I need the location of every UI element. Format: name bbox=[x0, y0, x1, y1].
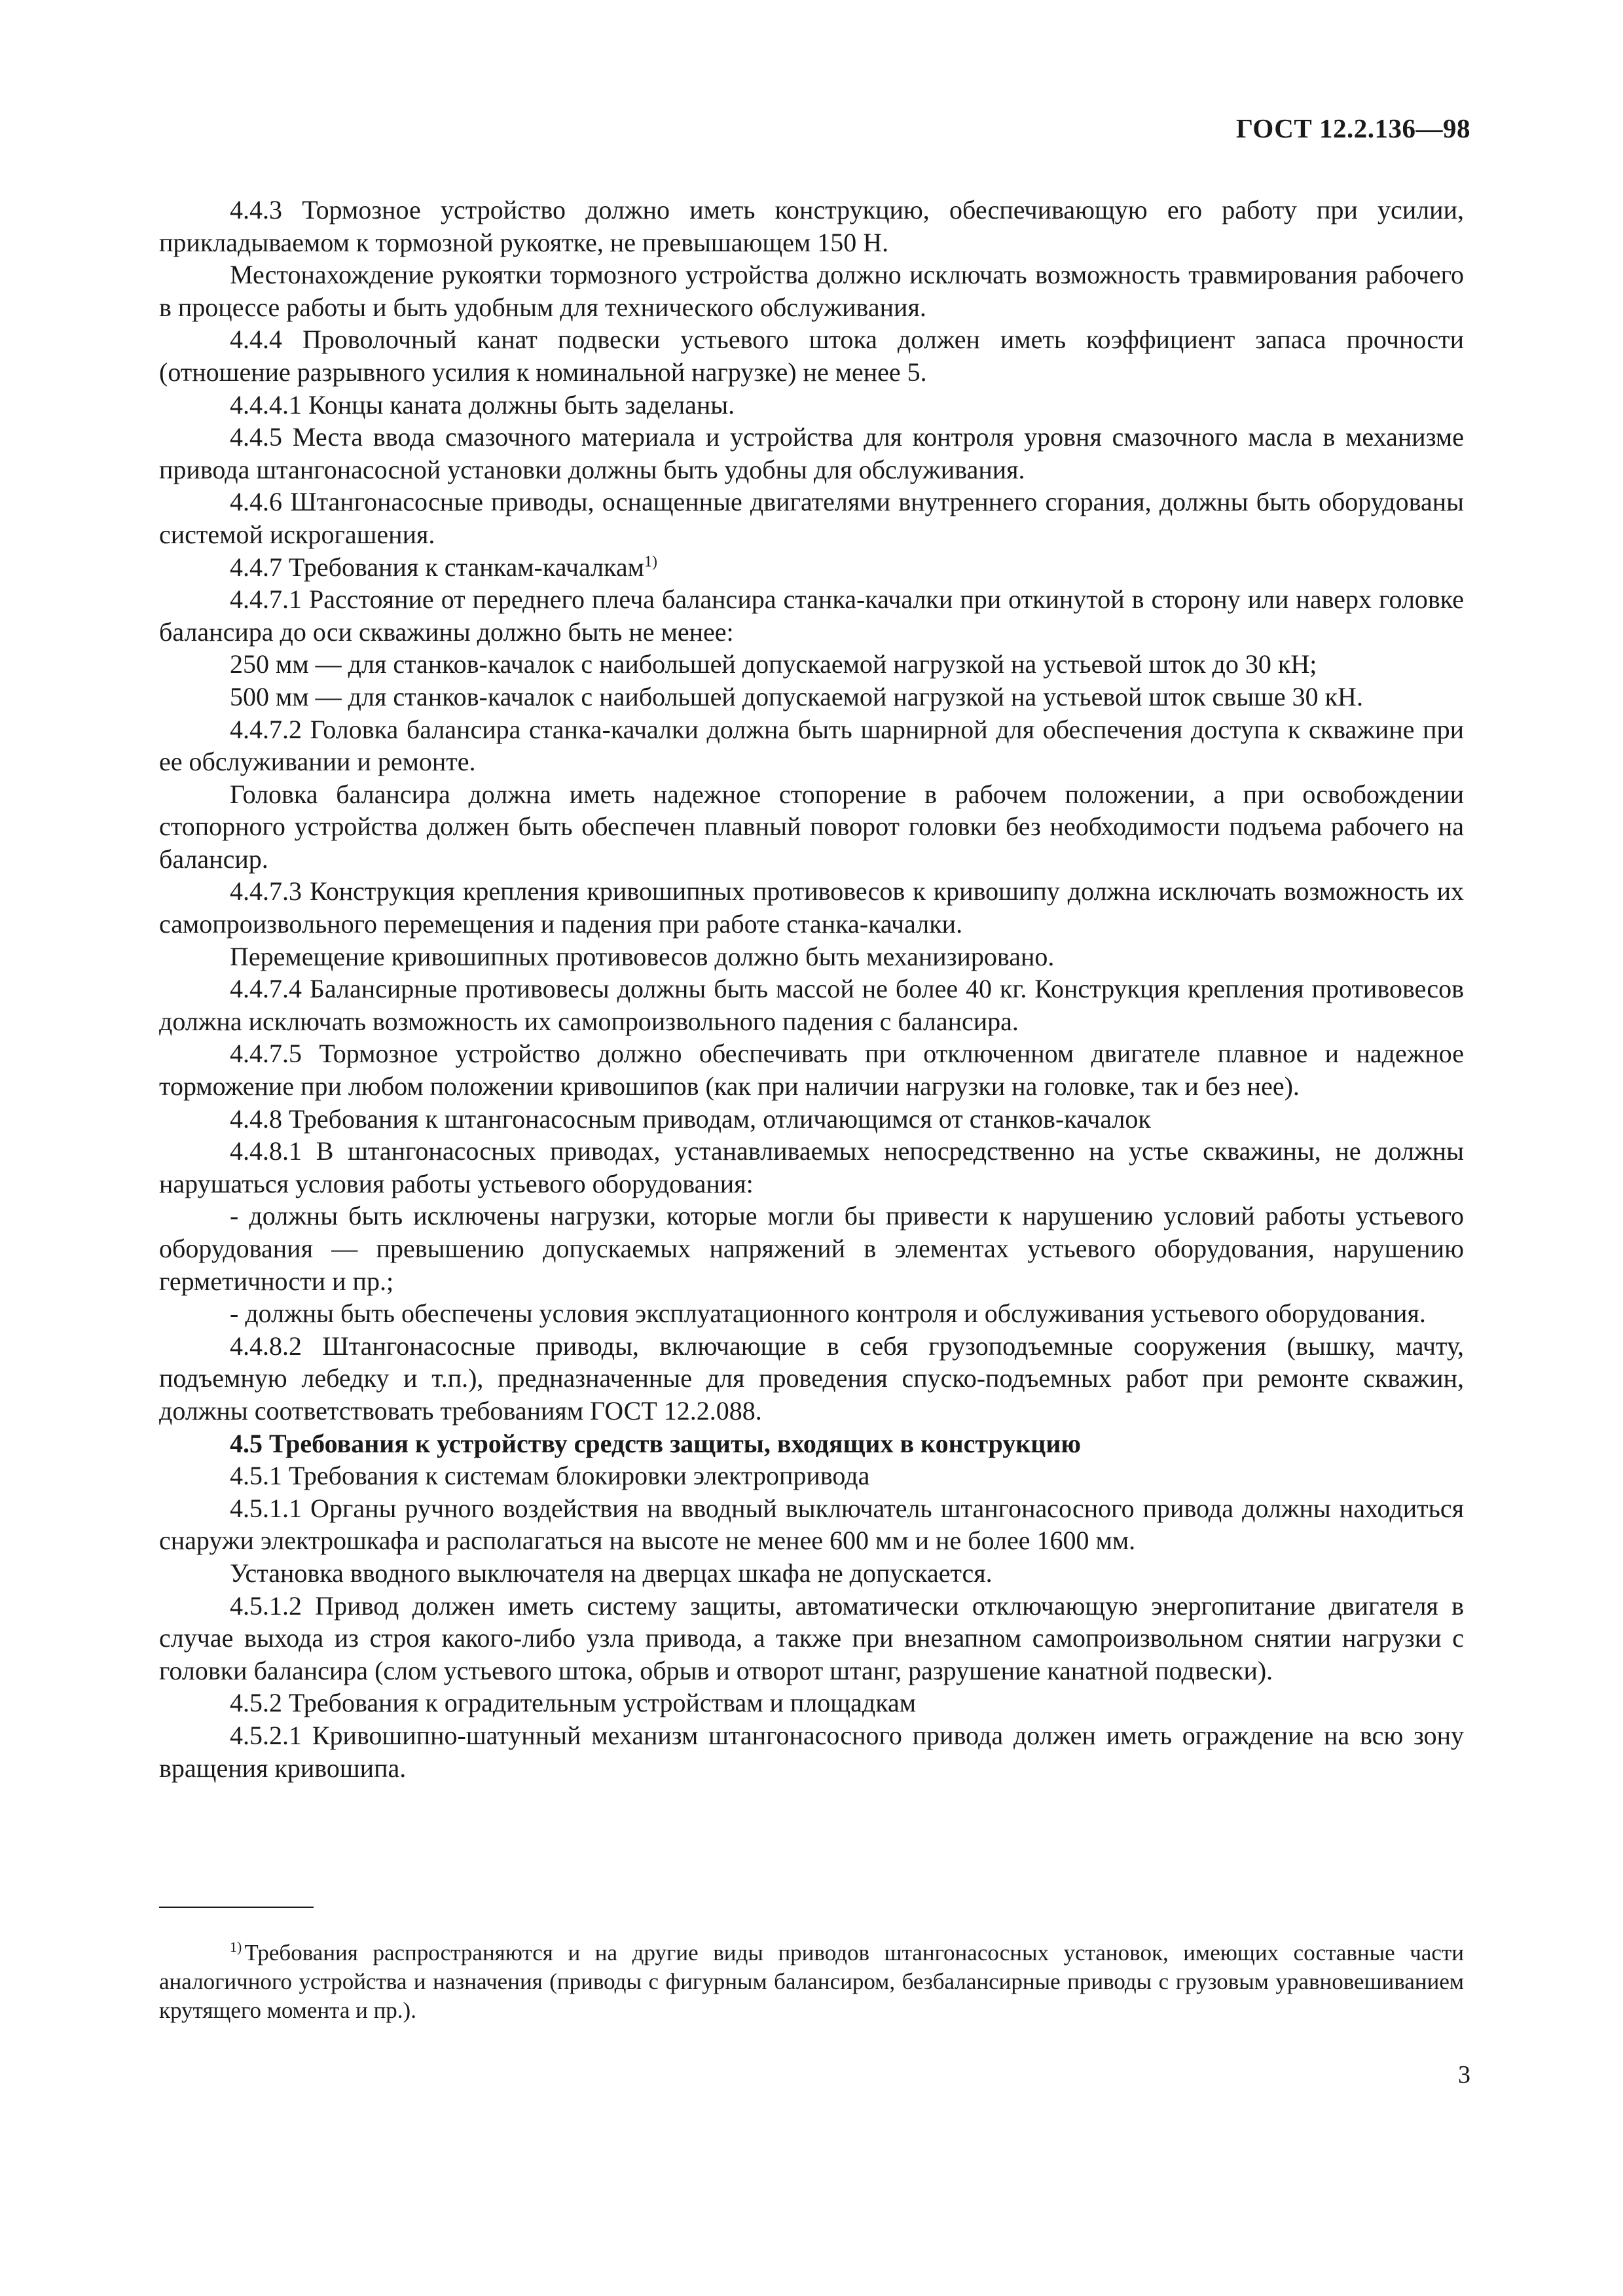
paragraph-text: 4.5.1.1 Органы ручного воздействия на вводный выключатель штангонасосного привода должны находиться снаружи электрошкафа и располагаться на высоте не менее 600 мм и не более 1600 мм. bbox=[159, 1493, 1464, 1556]
paragraph-text: 4.4.8 Требования к штангонасосным приводам, отличающимся от станков-качалок bbox=[230, 1103, 1151, 1134]
paragraph-text: 4.4.7.1 Расстояние от переднего плеча балансира станка-качалки при откинутой в сторону или наверх головке балансира до оси скважины должно быть не менее: bbox=[159, 584, 1464, 647]
paragraph-text: 4.4.7.4 Балансирные противовесы должны быть массой не более 40 кг. Конструкция крепления противовесов должна исключать возможность их самопроизвольного падения с балансира. bbox=[159, 974, 1464, 1036]
paragraph-text: 500 мм — для станков-качалок с наибольшей допускаемой нагрузкой на устьевой шток свыше 30 кН. bbox=[230, 681, 1363, 711]
paragraph-text: - должны быть обеспечены условия эксплуатационного контроля и обслуживания устьевого оборудования. bbox=[230, 1299, 1426, 1329]
paragraph bbox=[159, 551, 1464, 584]
paragraph bbox=[159, 1330, 1464, 1427]
footnote-mark: 1) bbox=[230, 1939, 242, 1956]
paragraph bbox=[159, 486, 1464, 550]
document-body bbox=[159, 194, 1464, 1784]
paragraph bbox=[159, 941, 1464, 973]
paragraph bbox=[159, 421, 1464, 486]
paragraph-text: 4.4.3 Тормозное устройство должно иметь конструкцию, обеспечивающую его работу при усилии, прикладываемом к тормозной рукоятке, не превышающем 150 Н. bbox=[159, 195, 1464, 257]
paragraph bbox=[159, 681, 1464, 713]
paragraph-text: 4.4.7.2 Головка балансира станка-качалки должна быть шарнирной для обеспечения доступа к скважине при ее обслуживании и ремонте. bbox=[159, 714, 1464, 777]
paragraph-text: Перемещение кривошипных противовесов должно быть механизировано. bbox=[230, 941, 1055, 971]
paragraph-text: 4.5.1.2 Привод должен иметь систему защиты, автоматически отключающую энергопитание двигателя в случае выхода из строя какого-либо узла привода, а также при внезапном самопроизвольном снятии нагрузки с головки балансира (слом устьевого штока, обрыв и отворот штанг, разрушение канатной подвески). bbox=[159, 1590, 1464, 1685]
paragraph bbox=[159, 1492, 1464, 1557]
paragraph-text: Установка вводного выключателя на дверцах шкафа не допускается. bbox=[230, 1558, 993, 1588]
paragraph-text: 4.5.2.1 Кривошипно-шатунный механизм штангонасосного привода должен иметь ограждение на всю зону вращения кривошипа. bbox=[159, 1720, 1464, 1783]
paragraph-text: 4.4.5 Места ввода смазочного материала и устройства для контроля уровня смазочного масла в механизме привода штангонасосной установки должны быть удобны для обслуживания. bbox=[159, 422, 1464, 484]
paragraph-text: Местонахождение рукоятки тормозного устройства должно исключать возможность травмирования рабочего в процессе работы и быть удобным для технического обслуживания. bbox=[159, 260, 1464, 322]
footnote-paragraph bbox=[159, 1939, 1464, 2025]
paragraph bbox=[159, 1200, 1464, 1297]
paragraph-text: - должны быть исключены нагрузки, которые могли бы привести к нарушению условий работы устьевого оборудования — превышению допускаемых напряжений в элементах устьевого оборудования, нарушению герметичности и пр.; bbox=[159, 1201, 1464, 1296]
footnote bbox=[159, 1939, 1464, 2025]
paragraph-text: 4.5.1 Требования к системам блокировки электропривода bbox=[230, 1461, 870, 1491]
paragraph-text: 4.4.7.3 Конструкция крепления кривошипных противовесов к кривошипу должна исключать возможность их самопроизвольного перемещения и падения при работе станка-качалки. bbox=[159, 876, 1464, 939]
paragraph bbox=[159, 259, 1464, 323]
paragraph-text: 4.5.2 Требования к оградительным устройствам и площадкам bbox=[230, 1688, 917, 1718]
document-code-header: ГОСТ 12.2.136—98 bbox=[1235, 113, 1470, 143]
paragraph bbox=[159, 1557, 1464, 1590]
paragraph-text: 4.4.4 Проволочный канат подвески устьевого штока должен иметь коэффициент запаса прочности (отношение разрывного усилия к номинальной нагрузке) не менее 5. bbox=[159, 325, 1464, 387]
paragraph bbox=[159, 973, 1464, 1037]
paragraph bbox=[159, 583, 1464, 648]
paragraph-text: 4.4.8.1 В штангонасосных приводах, устанавливаемых непосредственно на устье скважины, не должны нарушаться условия работы устьевого оборудования: bbox=[159, 1136, 1464, 1198]
paragraph bbox=[159, 194, 1464, 259]
paragraph bbox=[159, 389, 1464, 422]
paragraph bbox=[159, 1719, 1464, 1784]
paragraph-text: 250 мм — для станков-качалок с наибольшей допускаемой нагрузкой на устьевой шток до 30 кН; bbox=[230, 649, 1317, 679]
section-heading bbox=[159, 1427, 1464, 1460]
paragraph bbox=[159, 875, 1464, 940]
paragraph bbox=[159, 778, 1464, 876]
footnote-reference: 1) bbox=[644, 553, 657, 571]
paragraph-text: 4.4.4.1 Концы каната должны быть заделаны. bbox=[230, 389, 735, 420]
paragraph bbox=[159, 1460, 1464, 1492]
paragraph bbox=[159, 713, 1464, 778]
paragraph bbox=[159, 1037, 1464, 1102]
paragraph bbox=[159, 1103, 1464, 1136]
paragraph bbox=[159, 323, 1464, 388]
paragraph bbox=[159, 648, 1464, 681]
paragraph bbox=[159, 1297, 1464, 1330]
paragraph-text: 4.4.7.5 Тормозное устройство должно обеспечивать при отключенном двигателе плавное и надежное торможение при любом положении кривошипов (как при наличии нагрузки на головке, так и без нее). bbox=[159, 1039, 1464, 1102]
paragraph bbox=[159, 1590, 1464, 1687]
paragraph-text: 4.4.7 Требования к станкам-качалкам bbox=[230, 552, 644, 582]
footnote-text: Требования распространяются и на другие виды приводов штангонасосных установок, имеющих составные части аналогичного устройства и назначения (приводы с фигурным балансиром, безбалансирные приводы с грузовым уравновешиванием крутящего момента и пр.). bbox=[159, 1940, 1464, 2023]
paragraph bbox=[159, 1135, 1464, 1200]
paragraph-text: 4.5 Требования к устройству средств защиты, входящих в конструкцию bbox=[230, 1428, 1081, 1458]
paragraph-text: 4.4.8.2 Штангонасосные приводы, включающие в себя грузоподъемные сооружения (вышку, мачту, подъемную лебедку и т.п.), предназначенные для проведения спуско-подъемных работ при ремонте скважин, должны соответствовать требованиям ГОСТ 12.2.088. bbox=[159, 1331, 1464, 1426]
paragraph-text: Головка балансира должна иметь надежное стопорение в рабочем положении, а при освобождении стопорного устройства должен быть обеспечен плавный поворот головки без необходимости подъема рабочего на балансир. bbox=[159, 779, 1464, 874]
paragraph bbox=[159, 1687, 1464, 1719]
page-number: 3 bbox=[1458, 2061, 1470, 2089]
paragraph-text: 4.4.6 Штангонасосные приводы, оснащенные двигателями внутреннего сгорания, должны быть оборудованы системой искрогашения. bbox=[159, 487, 1464, 549]
footnote-separator bbox=[159, 1907, 314, 1908]
